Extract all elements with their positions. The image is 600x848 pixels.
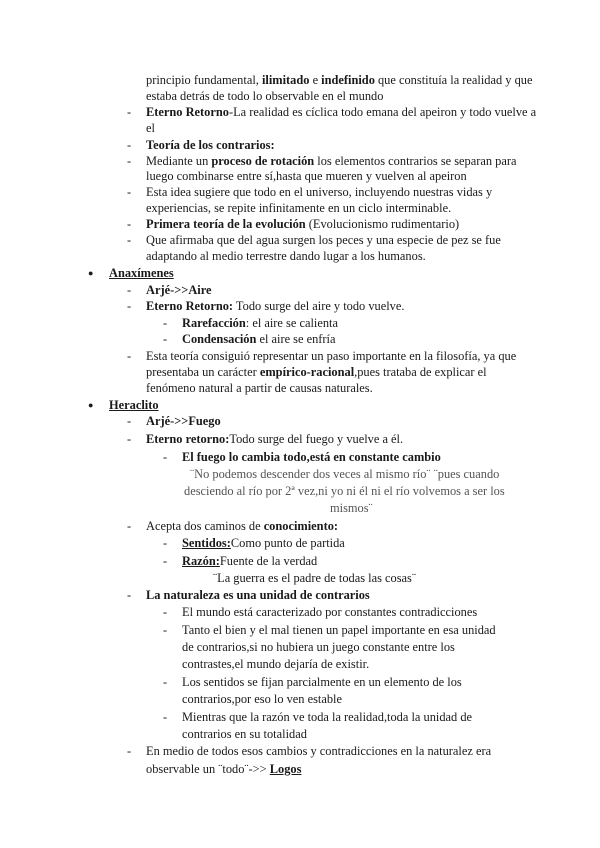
quote-line: ¨No podemos descender dos veces al mismo río¨ ¨pues cuando	[190, 467, 500, 481]
text-line: Rarefacción: el aire se calienta	[182, 316, 338, 330]
dash-marker: -	[127, 154, 132, 168]
dash-marker: -	[163, 316, 168, 330]
text-line: Eterno Retorno-La realidad es cíclica todo emana del apeiron y todo vuelve a	[146, 105, 537, 119]
text-line: Tanto el bien y el mal tienen un papel importante en esa unidad	[182, 623, 496, 637]
dash-marker: -	[163, 332, 168, 346]
text-line: Arjé->>Aire	[146, 283, 212, 297]
text-line: Esta idea sugiere que todo en el universo, incluyendo nuestras vidas y	[146, 185, 493, 199]
text-line: Que afirmaba que del agua surgen los peces y una especie de pez se fue	[146, 233, 501, 247]
dash-marker: -	[163, 605, 168, 619]
dash-marker: -	[127, 138, 132, 152]
dash-marker: -	[127, 233, 132, 247]
section-heading-heraclito: Heraclito	[109, 398, 159, 412]
text-line: El fuego lo cambia todo,está en constante cambio	[182, 450, 441, 464]
dash-marker: -	[163, 675, 168, 689]
text-line: Los sentidos se fijan parcialmente en un elemento de los	[182, 675, 462, 689]
dash-marker: -	[163, 450, 168, 464]
text-line: En medio de todos esos cambios y contradicciones en la naturalez era	[146, 744, 492, 758]
text-line: Razón:Fuente de la verdad	[182, 554, 318, 568]
text-line: el	[146, 121, 155, 135]
text-line: principio fundamental, ilimitado e indefinido que constituía la realidad y que	[146, 73, 533, 87]
text-line: Eterno retorno:Todo surge del fuego y vuelve a él.	[146, 432, 404, 446]
text-line: luego combinarse entre sí,hasta que mueren y vuelven al apeiron	[146, 169, 467, 183]
dash-marker: -	[127, 519, 132, 533]
text-line: contrastes,el mundo dejaría de existir.	[182, 657, 370, 671]
section-heading-anaximenes: Anaxímenes	[109, 266, 174, 280]
text-line: contrarios en su totalidad	[182, 727, 307, 741]
text-line: Sentidos:Como punto de partida	[182, 536, 345, 550]
bullet-icon: ●	[88, 400, 94, 410]
dash-marker: -	[127, 105, 132, 119]
quote-line: desciendo al río por 2ª vez,ni yo ni él ni el río volvemos a ser los	[184, 484, 505, 498]
text-line: presentaba un carácter empírico-racional,pues trataba de explicar el	[146, 365, 487, 379]
text-line: Condensación el aire se enfría	[182, 332, 336, 346]
text-line: Teoría de los contrarios:	[146, 138, 275, 152]
text-line: experiencias, se repite infinitamente en un ciclo interminable.	[146, 201, 452, 215]
text-line: Esta teoría consiguió representar un paso importante en la filosofía, ya que	[146, 349, 517, 363]
dash-marker: -	[127, 185, 132, 199]
text-line: El mundo está caracterizado por constantes contradicciones	[182, 605, 478, 619]
dash-marker: -	[127, 283, 132, 297]
dash-marker: -	[163, 623, 168, 637]
dash-marker: -	[127, 414, 132, 428]
dash-marker: -	[127, 432, 132, 446]
text-line: contrarios,por eso lo ven estable	[182, 692, 342, 706]
text-line: Primera teoría de la evolución (Evolucionismo rudimentario)	[146, 217, 460, 231]
dash-marker: -	[127, 299, 132, 313]
text-line: observable un ¨todo¨->> Logos	[146, 762, 302, 776]
dash-marker: -	[163, 554, 168, 568]
text-line: fenómeno natural a partir de causas naturales.	[146, 381, 373, 395]
text-line: La naturaleza es una unidad de contrarios	[146, 588, 370, 602]
quote-line: mismos¨	[330, 501, 373, 515]
text-line: de contrarios,si no hubiera un juego constante entre los	[182, 640, 455, 654]
text-line: Acepta dos caminos de conocimiento:	[146, 519, 339, 533]
dash-marker: -	[127, 744, 132, 758]
quote-line: ¨La guerra es el padre de todas las cosas¨	[213, 571, 416, 585]
text-line: Mientras que la razón ve toda la realidad,toda la unidad de	[182, 710, 473, 724]
dash-marker: -	[127, 349, 132, 363]
text-line: adaptando al medio terrestre dando lugar a los humanos.	[146, 249, 426, 263]
text-line: estaba detrás de todo lo observable en el mundo	[146, 89, 384, 103]
dash-marker: -	[127, 217, 132, 231]
dash-marker: -	[163, 710, 168, 724]
dash-marker: -	[127, 588, 132, 602]
dash-marker: -	[163, 536, 168, 550]
bullet-icon: ●	[88, 268, 94, 278]
text-line: Eterno Retorno: Todo surge del aire y todo vuelve.	[146, 299, 405, 313]
text-line: Arjé->>Fuego	[146, 414, 221, 428]
text-line: Mediante un proceso de rotación los elementos contrarios se separan para	[146, 154, 517, 168]
